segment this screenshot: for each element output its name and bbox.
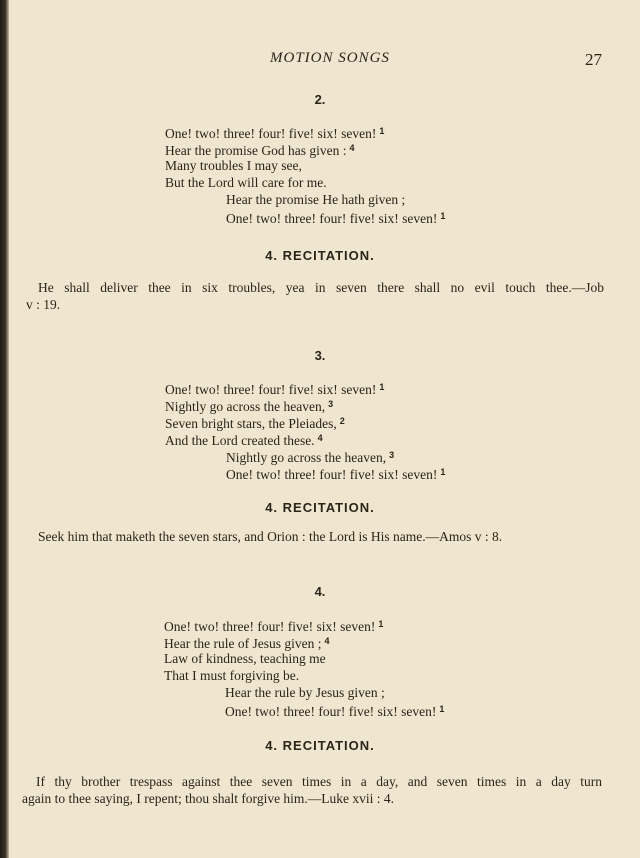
verse-text: That I must forgiving be. — [164, 668, 300, 683]
verse-text: One! two! three! four! five! six! seven! — [165, 382, 377, 397]
verse-text: Hear the rule by Jesus given ; — [225, 685, 385, 700]
motion-mark: 4 — [349, 143, 355, 153]
verse-line — [225, 701, 444, 720]
stanza-number: 3. — [314, 348, 326, 363]
recitation-heading: 4. RECITATION. — [265, 500, 375, 515]
verse-text: Hear the promise God has given : — [165, 143, 347, 158]
running-head: MOTION SONGS — [270, 50, 390, 66]
recitation-line: If thy brother trespass against thee seven times in a day, and seven times in a day turn — [36, 774, 602, 789]
motion-mark: 4 — [317, 433, 323, 443]
verse-text: One! two! three! four! five! six! seven! — [165, 126, 377, 141]
verse-line — [165, 157, 302, 174]
verse-line — [226, 191, 405, 208]
verse-text: One! two! three! four! five! six! seven! — [225, 704, 437, 719]
motion-mark: 1 — [379, 382, 385, 392]
recitation-line: v : 19. — [26, 297, 61, 312]
verse-text: Hear the rule of Jesus given ; — [164, 636, 322, 651]
verse-text: Nightly go across the heaven, — [165, 399, 326, 414]
recitation-text — [38, 528, 502, 545]
motion-mark: 2 — [339, 416, 345, 426]
verse-text: Nightly go across the heaven, — [226, 450, 387, 465]
recitation-heading: 4. RECITATION. — [265, 738, 375, 753]
motion-mark: 1 — [378, 619, 384, 629]
recitation-line: Seek him that maketh the seven stars, and Orion : the Lord is His name.—Amos v : 8. — [38, 529, 503, 544]
verse-text: One! two! three! four! five! six! seven! — [226, 211, 438, 226]
motion-mark: 1 — [379, 126, 385, 136]
recitation-text — [38, 279, 604, 296]
motion-mark: 1 — [440, 467, 446, 477]
recitation-heading: 4. RECITATION. — [265, 248, 375, 263]
verse-line — [225, 684, 385, 701]
recitation-text — [22, 790, 394, 807]
verse-text: But the Lord will care for me. — [165, 175, 327, 190]
verse-text: Hear the promise He hath given ; — [226, 192, 406, 207]
page-number: 27 — [585, 50, 602, 69]
stanza-number: 4. — [314, 584, 326, 599]
verse-text: Law of kindness, teaching me — [164, 651, 326, 666]
recitation-line: again to thee saying, I repent; thou shalt forgive him.—Luke xvii : 4. — [22, 791, 395, 806]
motion-mark: 1 — [440, 211, 446, 221]
verse-line — [164, 667, 299, 684]
motion-mark: 3 — [389, 450, 395, 460]
recitation-line: He shall deliver thee in six troubles, yea in seven there shall no evil touch thee.—Job — [38, 280, 604, 295]
verse-line — [164, 650, 326, 667]
motion-mark: 3 — [328, 399, 334, 409]
verse-line — [165, 174, 327, 191]
verse-text: Many troubles I may see, — [165, 158, 302, 173]
motion-mark: 1 — [439, 704, 445, 714]
recitation-text — [26, 296, 60, 313]
verse-text: And the Lord created these. — [165, 433, 315, 448]
verse-text: One! two! three! four! five! six! seven! — [226, 467, 438, 482]
verse-text: Seven bright stars, the Pleiades, — [165, 416, 337, 431]
motion-mark: 4 — [324, 636, 330, 646]
stanza-number: 2. — [314, 92, 326, 107]
recitation-text — [36, 773, 602, 790]
verse-line — [226, 208, 445, 227]
verse-line — [226, 464, 445, 483]
verse-text: One! two! three! four! five! six! seven! — [164, 619, 376, 634]
